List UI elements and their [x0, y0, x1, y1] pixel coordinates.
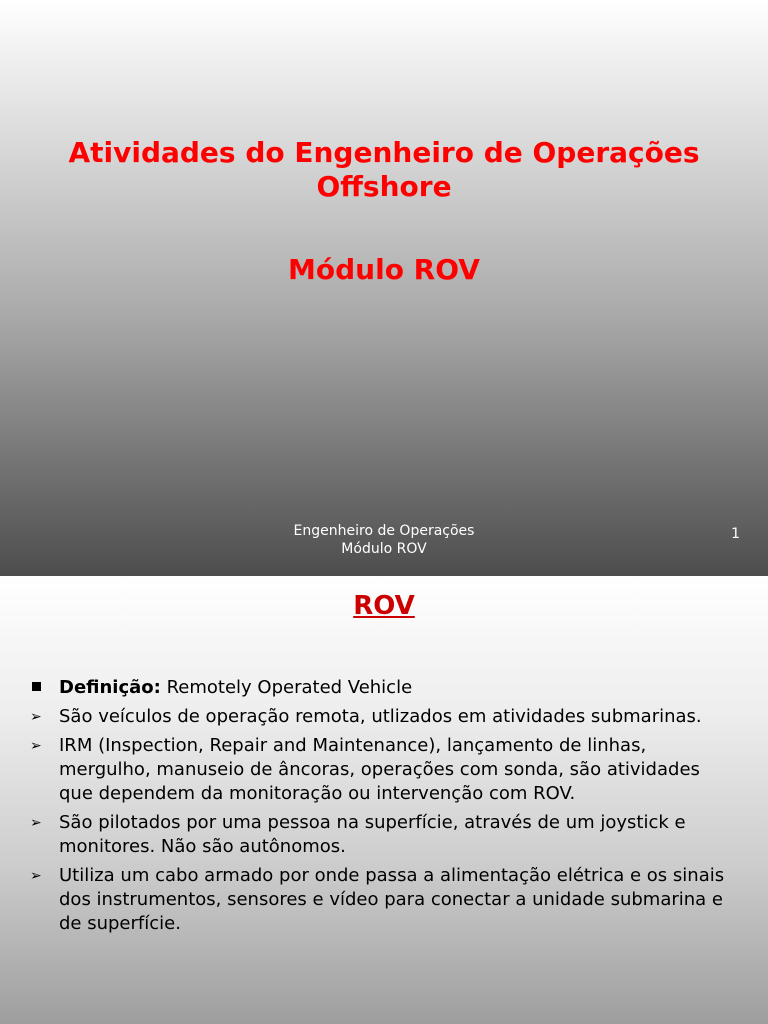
- square-bullet-icon: [30, 676, 50, 700]
- list-item-text: Utiliza um cabo armado por onde passa a alimentação elétrica e os sinais dos instrumentos, sensores e vídeo para conectar a unidade submarina e de superfície.: [59, 865, 725, 934]
- arrowhead-bullet-icon: ➢: [30, 738, 42, 754]
- footer-line-1: Engenheiro de Operações: [293, 523, 475, 539]
- list-item-definition: [30, 676, 730, 700]
- slide-title: [30, 136, 738, 204]
- slide-2: [0, 576, 768, 1024]
- arrowhead-bullet-icon: ➢: [30, 815, 42, 831]
- definition-text: Remotely Operated Vehicle: [160, 677, 413, 698]
- arrowhead-bullet-icon: ➢: [30, 868, 42, 884]
- list-item: [30, 864, 730, 936]
- slide-footer: [234, 522, 534, 558]
- list-item-text: São veículos de operação remota, utlizados em atividades submarinas.: [59, 706, 702, 727]
- footer-line-2: Módulo ROV: [341, 541, 427, 557]
- list-item: [30, 734, 730, 806]
- slide-title-line-2: Offshore: [316, 170, 452, 203]
- list-item: [30, 705, 730, 729]
- bullet-list: [30, 676, 730, 941]
- slide-heading: ROV: [353, 591, 415, 621]
- slide-subtitle: Módulo ROV: [288, 253, 480, 286]
- list-item-text: IRM (Inspection, Repair and Maintenance), lançamento de linhas, mergulho, manuseio de âncoras, operações com sonda, são atividades que dependem da monitoração ou intervenção com ROV.: [59, 735, 700, 804]
- arrowhead-bullet-icon: ➢: [30, 709, 42, 725]
- definition-label: Definição:: [59, 677, 161, 698]
- slide-title-line-1: Atividades do Engenheiro de Operações: [68, 136, 700, 169]
- page-number: 1: [731, 526, 740, 542]
- list-item: [30, 811, 730, 859]
- list-item-text: São pilotados por uma pessoa na superfície, através de um joystick e monitores. Não são autônomos.: [59, 812, 686, 857]
